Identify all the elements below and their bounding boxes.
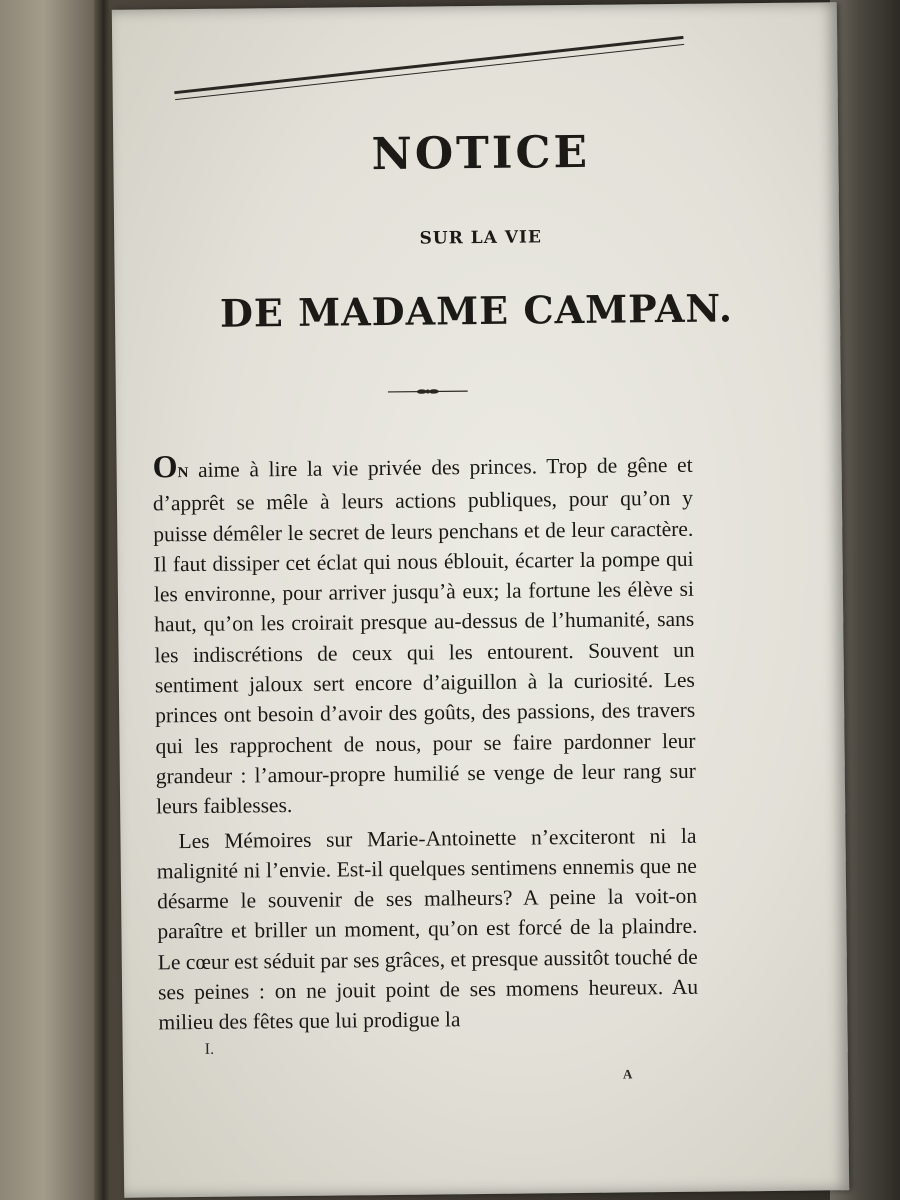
drop-cap: O [152, 448, 178, 485]
book-page [112, 2, 849, 1198]
signature-mark: A [622, 1066, 633, 1082]
page-subtitle: SUR LA VIE [419, 227, 542, 249]
book-binding [94, 0, 110, 1200]
ornament-divider-icon [388, 386, 468, 397]
volume-number: I. [204, 1040, 215, 1058]
paragraph-1 [152, 446, 696, 822]
paragraph-1-text: aime à lire la vie privée des princes. Trop de gêne et d’apprêt se mêle à leurs actions publiques, pour qu’on y puisse démêler le secret de leurs penchans et de leur caractère. Il faut dissiper cet éclat qui nous éblouit, écarter la pompe qui les environne, pour arriver jusqu’à eux; la fortune les élève si haut, qu’on les croirait presque au-dessus de l’humanité, sans les indiscrétions de ceux qui les entourent. Souvent un sentiment jaloux sert encore d’aiguillon à la curiosité. Les princes ont besoin d’avoir des goûts, des passions, des travers qui les rapprochent de nous, pour se faire pardonner leur grandeur : l’amour-propre humilié se venge de leur rang sur leurs faiblesses. [152, 452, 696, 819]
page-title: NOTICE [371, 126, 591, 181]
small-cap: N [177, 465, 189, 482]
page-heading-name: DE MADAME CAMPAN. [219, 285, 734, 336]
body-text [152, 446, 698, 1038]
top-double-rule [174, 36, 684, 100]
paragraph-2: Les Mémoires sur Marie-Antoinette n’exciteront ni la malignité ni l’envie. Est-il quelques sentimens ennemis que ne désarme le souvenir de ses malheurs? A peine la voit-on paraître et briller un moment, qu’on est forcé de la plaindre. Le cœur est séduit par ses grâces, et presque aussitôt touché de ses peines : on ne jouit point de ses momens heureux. Au milieu des fêtes que lui prodigue la [156, 823, 699, 1035]
